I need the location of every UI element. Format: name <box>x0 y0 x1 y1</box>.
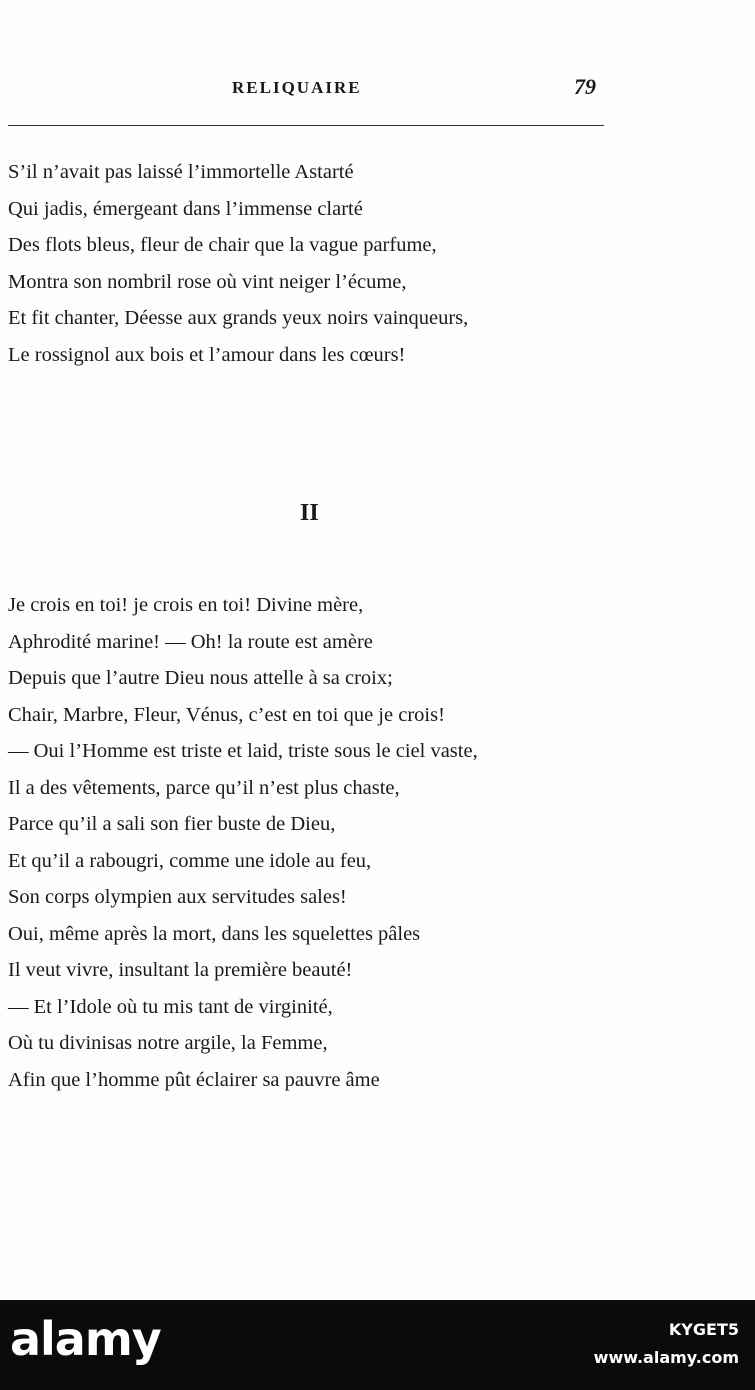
verse-line: Qui jadis, émergeant dans l’immense clarté <box>8 197 363 220</box>
verse-line: Il veut vivre, insultant la première beauté! <box>8 959 353 981</box>
verse-line: Oui, même après la mort, dans les squelettes pâles <box>8 922 421 945</box>
verse-line: Aphrodité marine! — Oh! la route est amère <box>8 630 373 653</box>
verse-line: Des flots bleus, fleur de chair que la vague parfume, <box>8 234 437 256</box>
verse-line: Où tu divinisas notre argile, la Femme, <box>8 1032 328 1054</box>
verse-line: Depuis que l’autre Dieu nous attelle à sa croix; <box>8 667 393 689</box>
verse-line: Son corps olympien aux servitudes sales! <box>8 886 347 908</box>
image-id: KYGET5 <box>668 1320 739 1339</box>
site-url: www.alamy.com <box>593 1348 739 1367</box>
watermark-footer <box>0 1300 755 1390</box>
verse-line: Et qu’il a rabougri, comme une idole au feu, <box>8 849 372 872</box>
verse-line: Je crois en toi! je crois en toi! Divine mère, <box>8 594 364 616</box>
verse-line: Parce qu’il a sali son fier buste de Dieu, <box>8 813 336 835</box>
verse-line: S’il n’avait pas laissé l’immortelle Astarté <box>8 161 354 183</box>
verse-line: Il a des vêtements, parce qu’il n’est plus chaste, <box>8 776 400 799</box>
page-number: 79 <box>574 74 596 99</box>
section-number: II <box>300 500 319 526</box>
verse-line: Afin que l’homme pût éclairer sa pauvre âme <box>8 1068 380 1091</box>
running-head: RELIQUAIRE <box>232 78 362 97</box>
verse-line: — Et l’Idole où tu mis tant de virginité, <box>8 995 333 1018</box>
stanza-1 <box>8 154 468 373</box>
brand-logo: alamy <box>10 1312 161 1366</box>
verse-line: Montra son nombril rose où vint neiger l’écume, <box>8 270 407 293</box>
header-rule <box>8 125 604 126</box>
verse-line: Le rossignol aux bois et l’amour dans les cœurs! <box>8 343 406 366</box>
verse-line: Et fit chanter, Déesse aux grands yeux noirs vainqueurs, <box>8 307 469 329</box>
verse-line: Chair, Marbre, Fleur, Vénus, c’est en toi que je crois! <box>8 703 445 726</box>
stanza-2 <box>8 587 478 1098</box>
verse-line: — Oui l’Homme est triste et laid, triste sous le ciel vaste, <box>8 740 478 762</box>
